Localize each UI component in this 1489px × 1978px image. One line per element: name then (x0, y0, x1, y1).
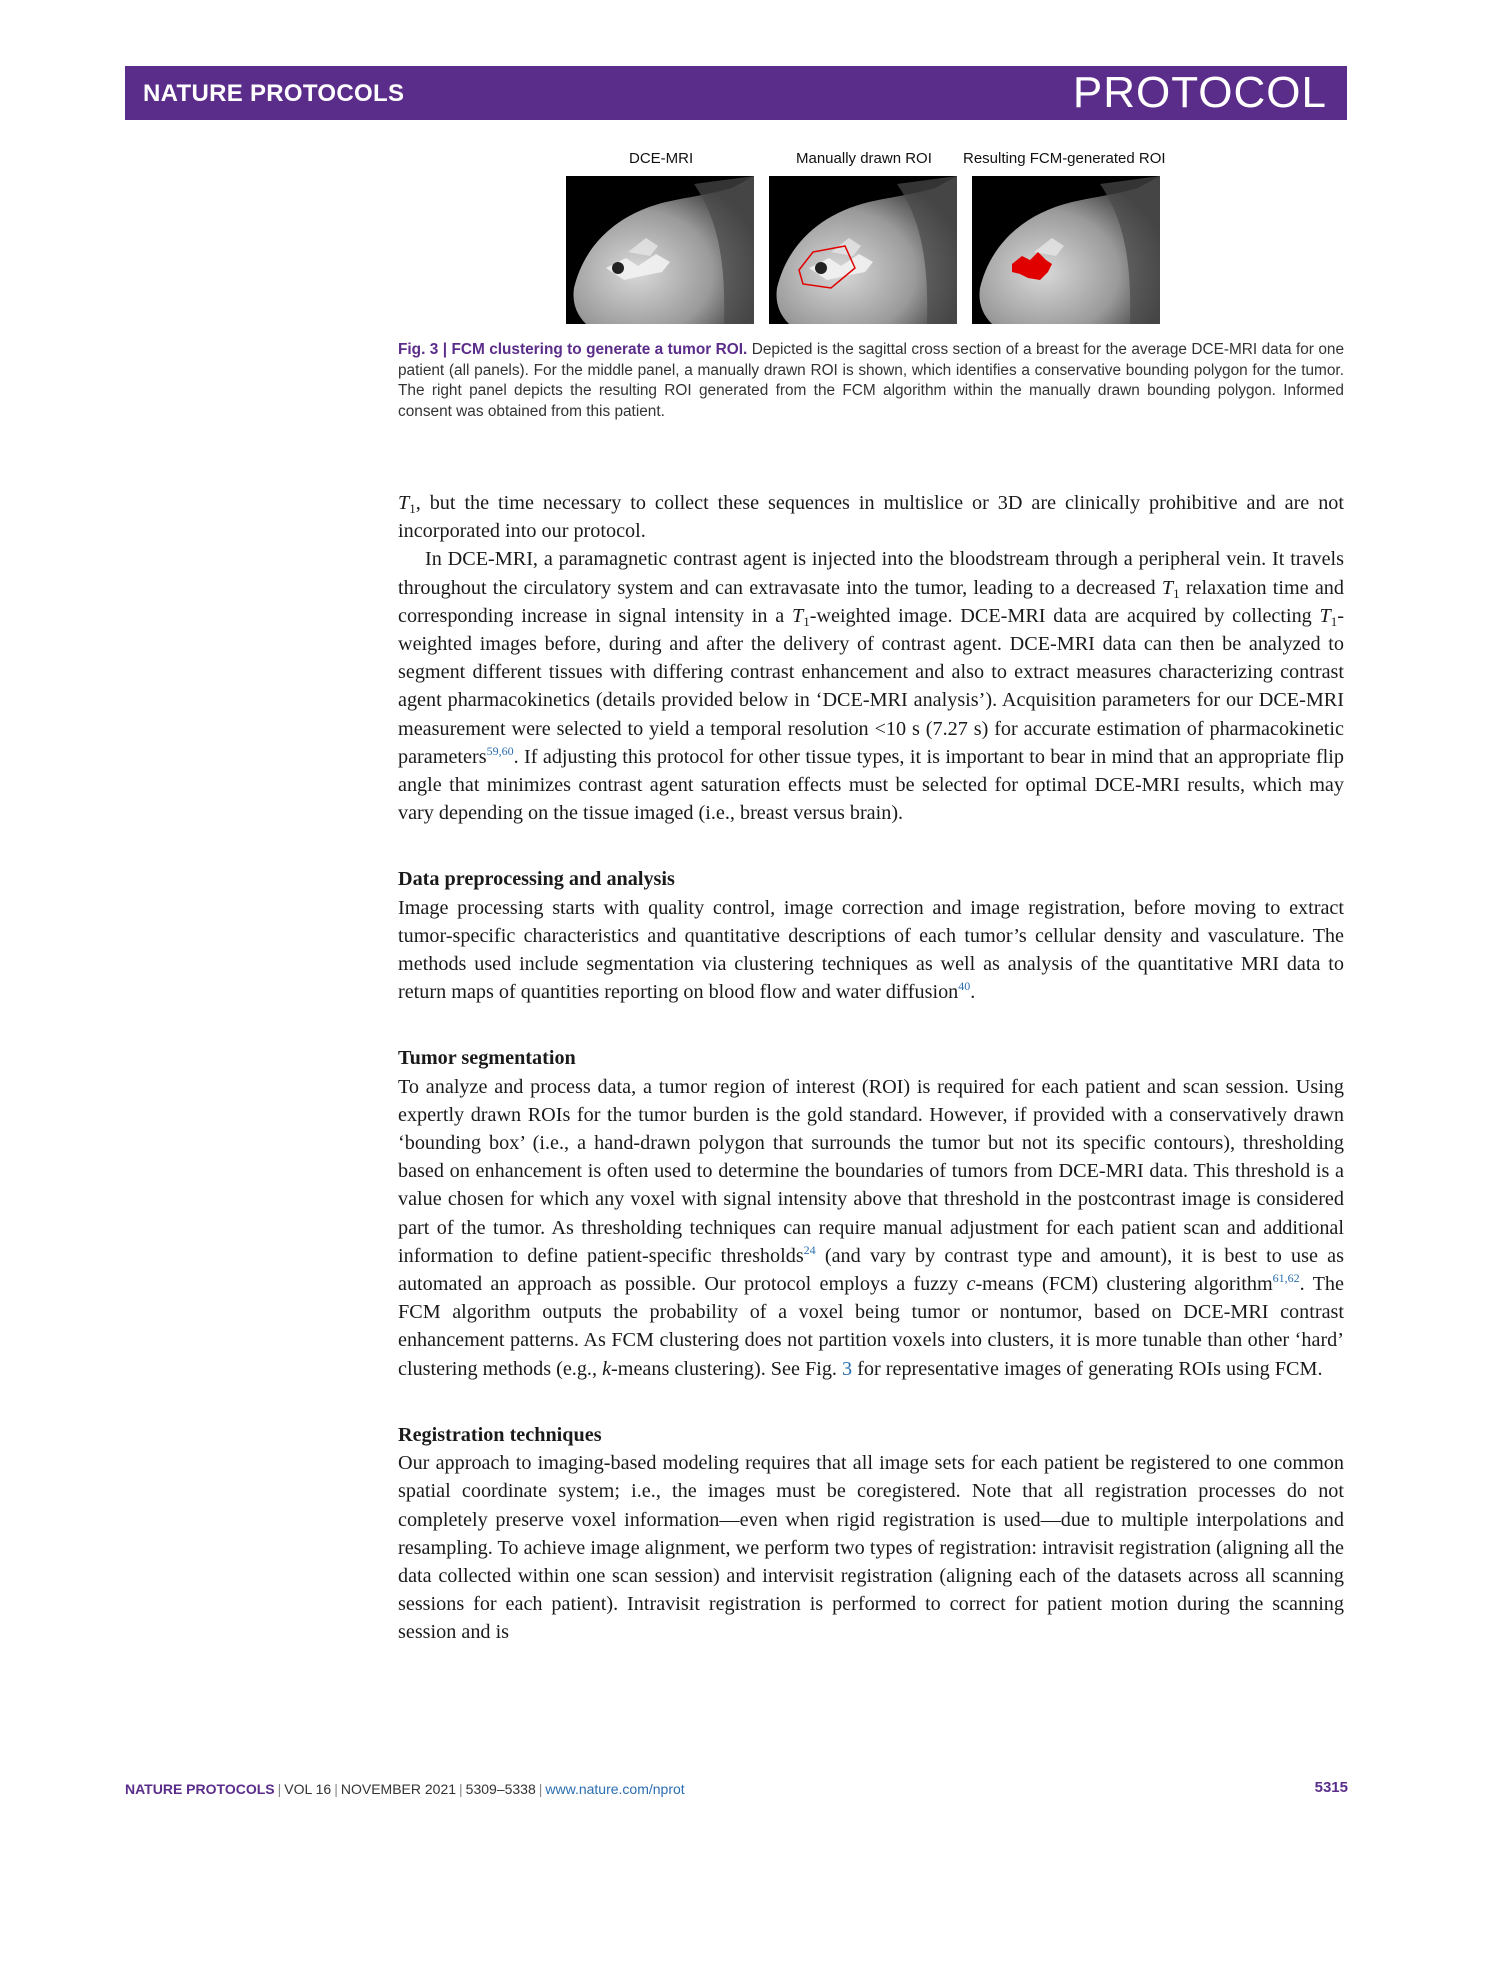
footer-date: NOVEMBER 2021 (340, 1781, 457, 1797)
paragraph-t1-continuation: $T_1$, but the time necessary to collect these sequences in multislice or 3D are clinically prohibitive and are not incorporated into our protocol. (398, 492, 1344, 543)
paragraph-tumor-segmentation: To analyze and process data, a tumor region of interest (ROI) is required for each patient and scan session. Using expertly drawn ROIs for the tumor burden is the gold standard. However, if provided with a conservatively drawn ‘bounding box’ (i.e., a hand-drawn polygon that surrounds the tumor but not its specific contours), thresholding based on enhancement is often used to determine the boundaries of tumors from DCE-MRI data. This threshold is a value chosen for which any voxel with signal intensity above that threshold in the postcontrast image is considered part of the tumor. As thresholding techniques can require manual adjustment for each patient scan and additional information to define patient-specific thresholds$^{24}$ (and vary by contrast type and amount), it is best to use as automated an approach as possible. Our protocol employs a fuzzy c-means (FCM) clustering algorithm$^{61,62}$. The FCM algorithm outputs the probability of a voxel being tumor or nontumor, based on DCE-MRI contrast enhancement patterns. As FCM clustering does not partition voxels into clusters, it is more tunable than other ‘hard’ clustering methods (e.g., k-means clustering). See Fig. 3 for representative images of generating ROIs using FCM. (398, 1075, 1344, 1380)
figure-caption-text: Depicted is the sagittal cross section of a breast for the average DCE-MRI data for one patient (all panels). For the middle panel, a manually drawn ROI is shown, which identifies a conservative bounding polygon for the tumor. The right panel depicts the resulting ROI generated from the FCM algorithm within the manually drawn bounding polygon. Informed consent was obtained from this patient. (398, 341, 1345, 420)
section-label: PROTOCOL (1072, 68, 1327, 117)
footer-journal: NATURE PROTOCOLS (125, 1781, 275, 1797)
mri-panel-dce (566, 176, 754, 324)
page-number: 5315 (1314, 1779, 1348, 1796)
page-footer: NATURE PROTOCOLS | VOL 16 | NOVEMBER 2021 | 5309–5338 | www.nature.com/nprot (125, 1781, 685, 1797)
article-body (398, 489, 1344, 1647)
figure-caption (398, 340, 1344, 422)
mri-panel-manual-roi (769, 176, 957, 324)
footer-volume: VOL 16 (284, 1781, 332, 1797)
paragraph-dce-mri: In DCE-MRI, a paramagnetic contrast agent is injected into the bloodstream through a peripheral vein. It travels throughout the circulatory system and can extravasate into the tumor, leading to a decreased $T_1$ relaxation time and corresponding increase in signal intensity in a $T_1$-weighted image. DCE-MRI data are acquired by collecting $T_1$-weighted images before, during and after the delivery of contrast agent. DCE-MRI data can then be analyzed to segment different tissues with differing contrast enhancement and also to extract measures characterizing contrast agent pharmacokinetics (details provided below in ‘DCE-MRI analysis’). Acquisition parameters for our DCE-MRI measurement were selected to yield a temporal resolution <10 s (7.27 s) for accurate estimation of pharmacokinetic parameters$^{59,60}$. If adjusting this protocol for other tissue types, it is important to bear in mind that an appropriate flip angle that minimizes contrast agent saturation effects must be selected for optimal DCE-MRI results, which may vary depending on the tissue imaged (i.e., breast versus brain). (398, 548, 1344, 825)
panel-label-fcm-roi: Resulting FCM-generated ROI (963, 150, 1166, 167)
paragraph-preprocessing: Image processing starts with quality control, image correction and image registration, before moving to extract tumor-specific characteristics and quantitative descriptions of each tumor’s cellular density and vasculature. The methods used include segmentation via clustering techniques as well as analysis of the quantitative MRI data to return maps of quantities reporting on blood flow and water diffusion$^{40}$. (398, 896, 1344, 1004)
figure-caption-title: Fig. 3 | FCM clustering to generate a tumor ROI. (398, 341, 748, 358)
journal-name: NATURE PROTOCOLS (143, 80, 405, 107)
footer-url-link[interactable]: www.nature.com/nprot (545, 1781, 685, 1797)
heading-registration-techniques: Registration techniques (398, 1423, 602, 1446)
mri-panel-fcm-roi (972, 176, 1160, 324)
panel-label-dce-mri: DCE-MRI (629, 150, 694, 167)
heading-data-preprocessing: Data preprocessing and analysis (398, 868, 675, 891)
panel-label-manual-roi: Manually drawn ROI (796, 150, 932, 167)
paragraph-registration: Our approach to imaging-based modeling requires that all image sets for each patient be registered to one common spatial coordinate system; i.e., the images must be coregistered. Note that all registration processes do not completely preserve voxel information—even when rigid registration is used—due to multiple interpolations and resampling. To achieve image alignment, we perform two types of registration: intravisit registration (aligning all the data collected within one scan session) and intervisit registration (aligning each of the datasets across all scanning sessions for each patient). Intravisit registration is performed to correct for patient motion during the scanning session and is (398, 1452, 1344, 1644)
heading-tumor-segmentation: Tumor segmentation (398, 1047, 576, 1070)
footer-pages: 5309–5338 (465, 1781, 536, 1797)
journal-header-banner (125, 66, 1347, 120)
